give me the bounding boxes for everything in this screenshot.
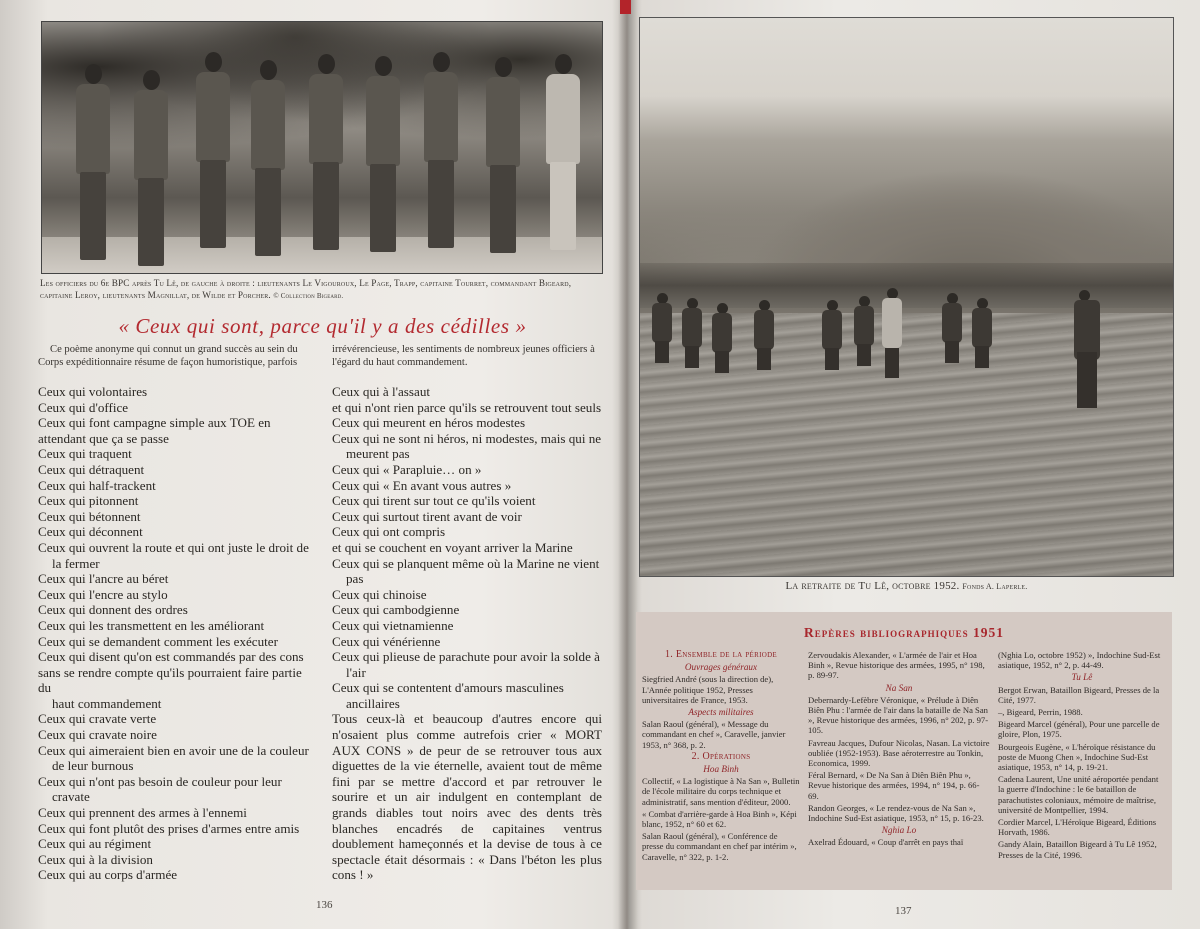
poem-line: l'air bbox=[346, 664, 366, 680]
poem-line: pas bbox=[346, 571, 364, 587]
poem-line: Ceux qui donnent des ordres bbox=[38, 602, 188, 618]
poem-line: Ceux qui traquent bbox=[38, 446, 132, 462]
poem-line: Ceux qui chinoise bbox=[332, 586, 427, 602]
poem-line: Ceux qui détraquent bbox=[38, 461, 145, 477]
intro-column-left: Ce poème anonyme qui connut un grand succès au sein du Corps expéditionnaire résume de façon humoristique, parfois bbox=[38, 344, 298, 368]
poem-line: Ceux qui ouvrent la route et qui ont juste le droit de bbox=[38, 539, 309, 555]
bibliography-entry: Axelrad Édouard, « Coup d'arrêt en pays thaï bbox=[808, 837, 964, 848]
bibliography-entry: Bergot Erwan, Bataillon Bigeard, Presses de la Cité, 1977. bbox=[998, 684, 1160, 705]
bibliography-entry: Cadena Laurent, Une unité aéroportée pendant la guerre d'Indochine : le 6e bataillon de parachutistes coloniaux, mémoire de maîtrise, université de Montpellier, 1994. bbox=[998, 774, 1159, 815]
officer-figure bbox=[482, 57, 524, 257]
poem-line: Ceux qui meurent en héros modestes bbox=[332, 415, 526, 431]
officer-figure bbox=[362, 56, 404, 256]
bibliography-column-3 bbox=[998, 650, 1166, 862]
poem-line: haut commandement bbox=[52, 695, 162, 711]
bibliography-entry: Favreau Jacques, Dufour Nicolas, Nasan. La victoire oubliée (1952-1953). Base aéroterrestre au Tonkin, Economica, 1999. bbox=[808, 737, 990, 769]
officer-figure bbox=[192, 52, 234, 252]
poem-line: et qui se couchent en voyant arriver la Marine bbox=[332, 539, 573, 555]
poem-line: Ceux qui les transmettent en les améliorant bbox=[38, 617, 265, 633]
poem-line: de leur burnous bbox=[52, 758, 134, 774]
bibliography-entry: Zervoudakis Alexander, « L'armée de l'air et Hoa Binh », Revue historique des armées, 1995, n° 198, p. 89-97. bbox=[808, 650, 985, 681]
soldier-figure bbox=[970, 298, 994, 368]
poem-line: ancillaires bbox=[346, 695, 400, 711]
officer-figure bbox=[130, 70, 172, 270]
bibliography-entry: Salan Raoul (général), « Conférence de presse du commandant en chef par intérim », Caravelle, n° 322, p. 1-2. bbox=[642, 831, 797, 862]
poem-title: « Ceux qui sont, parce qu'il y a des cédilles » bbox=[118, 314, 527, 338]
bibliography-subheading: Aspects militaires bbox=[688, 707, 754, 718]
poem-line: Ceux qui pitonnent bbox=[38, 493, 139, 509]
poem-line: meurent pas bbox=[346, 446, 410, 462]
soldier-figure bbox=[650, 293, 674, 363]
bibliography-column-2 bbox=[808, 650, 990, 850]
soldier-figure bbox=[940, 293, 964, 363]
poem-line: Ceux qui cravate noire bbox=[38, 727, 157, 743]
poem-line: la fermer bbox=[52, 555, 100, 571]
soldier-figure bbox=[852, 296, 876, 366]
poem-line: cravate bbox=[52, 789, 90, 805]
poem-line: Ceux qui surtout tirent avant de voir bbox=[332, 508, 522, 524]
bibliography-entry: Bourgeois Eugène, « L'héroïque résistance du poste de Muong Chen », Indochine Sud-Est asiatique, 1953, n° 14, p. 19-21. bbox=[998, 741, 1156, 773]
bibliography-column-1 bbox=[642, 650, 800, 864]
poem-line: Ceux qui se demandent comment les exécuter bbox=[38, 633, 278, 649]
soldier-figure bbox=[710, 303, 734, 373]
officer-figure bbox=[247, 60, 289, 260]
poem-closing-paragraph: Tous ceux-là et beaucoup d'autres encore qui n'osaient plus comme autrefois crier « MORT AUX CONS » de peur de se retrouver tous aux diguettes de la vie éternelle, avaient tout de même fini par se mettre d'accord et par retrouver le sourire et un air indulgent en contemplant de grands diables tout noirs avec des dents très blanches encadrés de capitaines ventrus doublement hameçonnés et la devise de tous à ce spectacle était désormais : « Dans l'béton les plus cons ! » bbox=[332, 711, 602, 883]
river-crossing-photo bbox=[639, 17, 1174, 577]
poem-line: Ceux qui se contentent d'amours masculines bbox=[332, 680, 564, 696]
bibliography-entry: Siegfried André (sous la direction de), L'Année politique 1952, Presses universitaires de France, 1953. bbox=[642, 674, 774, 705]
bookmark-ribbon bbox=[620, 0, 631, 14]
officers-photo-caption: Les officiers du 6e BPC après Tu Lê, de gauche à droite : lieutenants Le Vigouroux, Le Page, Trapp, capitaine Tourret, commandant Bigeard, capitaine Leroy, lieutenants Magnillat, de Wilde et Porcher. © Collection Bigeard. bbox=[40, 278, 572, 300]
poem-line: Ceux qui l'encre au stylo bbox=[38, 586, 168, 602]
poem-line: Ceux qui prennent des armes à l'ennemi bbox=[38, 805, 247, 821]
soldier-figure bbox=[680, 298, 704, 368]
poem-line: Ceux qui se planquent même où la Marine ne vient bbox=[332, 555, 600, 571]
officer-figure bbox=[420, 52, 462, 252]
bibliography-subheading: Tu Lê bbox=[1071, 672, 1093, 683]
officer-figure bbox=[72, 64, 114, 264]
bibliography-entry: –, Bigeard, Perrin, 1988. bbox=[998, 707, 1083, 718]
bibliography-section-heading: 2. Opérations bbox=[691, 750, 751, 762]
bibliography-entry: Randon Georges, « Le rendez-vous de Na San », Indochine Sud-Est asiatique, 1953, n° 15, p. 16-23. bbox=[808, 802, 984, 824]
bibliography-subheading: Nghia Lo bbox=[881, 825, 917, 836]
soldier-figure bbox=[752, 300, 776, 370]
officers-photo bbox=[41, 21, 603, 274]
poem-line: Ceux qui font plutôt des prises d'armes entre amis bbox=[38, 820, 300, 836]
poem-column-b bbox=[332, 384, 602, 883]
soldier-figure bbox=[1072, 290, 1104, 408]
poem-line: Ceux qui au corps d'armée bbox=[38, 867, 178, 883]
poem-line: Ceux qui plieuse de parachute pour avoir la solde à bbox=[332, 649, 600, 665]
bibliography-box bbox=[636, 612, 1172, 890]
bibliography-entry: Féral Bernard, « De Na San à Diên Biên Phu », Revue historique des armées, 1994, n° 194, p. 66-69. bbox=[808, 770, 980, 801]
bibliography-entry: Gandy Alain, Bataillon Bigeard à Tu Lê 1952, Presses de la Cité, 1996. bbox=[998, 839, 1157, 860]
poem-line: Ceux qui à la division bbox=[38, 851, 153, 867]
poem-line: sans se rendre compte qu'ils pourraient faire partie du bbox=[38, 664, 302, 696]
bibliography-entry: Salan Raoul (général), « Message du commandant en chef », Caravelle, janvier 1953, n° 368, p. 2. bbox=[642, 719, 786, 750]
intro-column-right: irrévérencieuse, les sentiments de nombreux jeunes officiers à l'égard du haut commandement. bbox=[332, 344, 595, 368]
poem-line: Ceux qui vietnamienne bbox=[332, 617, 454, 633]
bibliography-entry: (Nghia Lo, octobre 1952) », Indochine Sud-Est asiatique, 1952, n° 2, p. 44-49. bbox=[998, 650, 1161, 671]
poem-line: Ceux qui aimeraient bien en avoir une de la couleur bbox=[38, 742, 309, 758]
bibliography-subheading: Hoa Binh bbox=[703, 764, 739, 775]
bibliography-entry: Debernardy-Lefèbre Véronique, « Prélude à Diên Biên Phu : l'armée de l'air dans la bataille de Na San », Revue historique des armées, 1996, n° 202, p. 97-105. bbox=[808, 694, 989, 736]
page-number-left: 136 bbox=[316, 899, 333, 911]
bibliography-subheading: Na San bbox=[885, 682, 913, 693]
page-number-right: 137 bbox=[895, 905, 912, 917]
poem-line: Ceux qui bétonnent bbox=[38, 508, 141, 524]
poem-line: Ceux qui au régiment bbox=[38, 836, 152, 852]
bibliography-entry: Bigeard Marcel (général), Pour une parcelle de gloire, Plon, 1975. bbox=[998, 719, 1160, 740]
soldier-figure bbox=[820, 300, 844, 370]
bibliography-entry: Collectif, « La logistique à Na San », Bulletin de l'école militaire du corps technique et administratif, sans mention d'éditeur, 2000. bbox=[642, 776, 800, 807]
bibliography-entry: « Combat d'arrière-garde à Hoa Binh », Képi blanc, 1952, n° 60 et 62. bbox=[642, 808, 797, 830]
poem-line: Ceux qui vénérienne bbox=[332, 633, 441, 649]
soldier-figure bbox=[880, 288, 910, 378]
poem-line: Ceux qui cravate verte bbox=[38, 711, 157, 727]
poem-line: Ceux qui half-trackent bbox=[38, 477, 156, 493]
bibliography-subheading: Ouvrages généraux bbox=[684, 662, 758, 673]
poem-line: Ceux qui n'ont pas besoin de couleur pour leur bbox=[38, 773, 282, 789]
poem-line: attendant que ça se passe bbox=[38, 430, 169, 446]
bibliography-section-heading: 1. Ensemble de la période bbox=[665, 649, 777, 660]
poem-line: Ceux qui « Parapluie… on » bbox=[332, 461, 482, 477]
book-gutter bbox=[618, 0, 638, 929]
poem-line: Ceux qui font campagne simple aux TOE en bbox=[38, 415, 271, 431]
officer-figure bbox=[542, 54, 584, 254]
poem-line: et qui n'ont rien parce qu'ils se retrouvent tout seuls bbox=[332, 399, 602, 415]
poem-line: Ceux qui d'office bbox=[38, 399, 129, 415]
poem-line: Ceux qui l'ancre au béret bbox=[38, 571, 169, 587]
officer-figure bbox=[305, 54, 347, 254]
poem-line: Ceux qui cambodgienne bbox=[332, 602, 460, 618]
river-photo-caption: La retraite de Tu Lê, octobre 1952. Fonds A. Laperle. bbox=[785, 580, 1028, 592]
poem-column-a bbox=[38, 384, 314, 883]
poem-line: Ceux qui disent qu'on est commandés par des cons bbox=[38, 649, 304, 665]
poem-line: Ceux qui déconnent bbox=[38, 524, 143, 540]
poem-line: Ceux qui volontaires bbox=[38, 384, 148, 399]
poem-line: Ceux qui ont compris bbox=[332, 524, 446, 540]
poem-line: Ceux qui tirent sur tout ce qu'ils voient bbox=[332, 493, 536, 509]
bibliography-entry: Cordier Marcel, L'Héroïque Bigeard, Éditions Horvath, 1986. bbox=[998, 817, 1157, 838]
poem-line: Ceux qui ne sont ni héros, ni modestes, mais qui ne bbox=[332, 430, 602, 446]
poem-line: Ceux qui « En avant vous autres » bbox=[332, 477, 512, 493]
poem-line: Ceux qui à l'assaut bbox=[332, 384, 430, 399]
bibliography-title: Repères bibliographiques 1951 bbox=[803, 625, 1005, 640]
